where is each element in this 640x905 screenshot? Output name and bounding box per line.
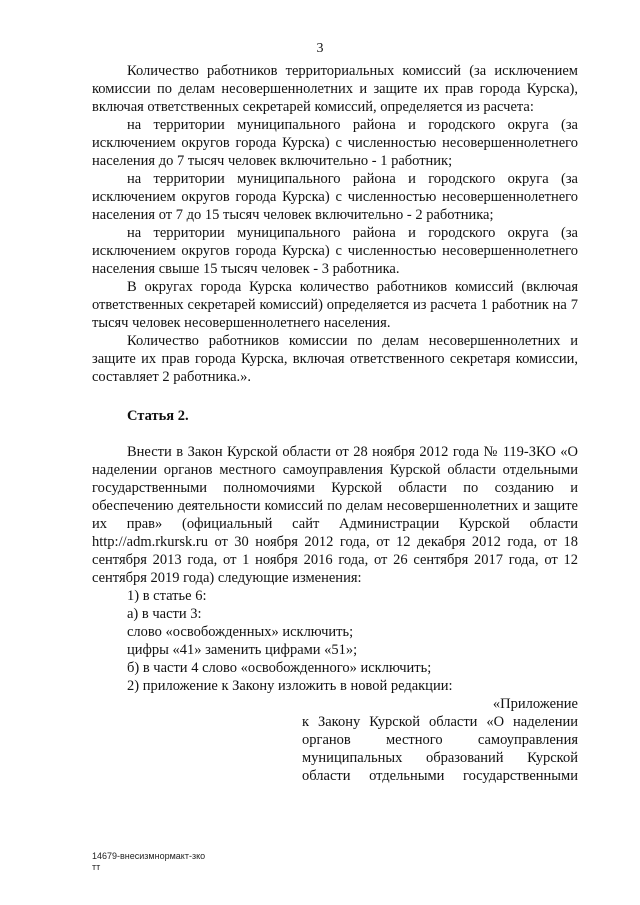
appendix-title: «Приложение bbox=[492, 696, 578, 712]
list-item: слово «освобожденных» исключить; bbox=[127, 624, 354, 640]
paragraph-staff-count: Количество работников территориальных комиссий (за исключением комиссии по делам несовершеннолетних и защите их прав города Курска), включая ответственных секретарей комиссий, определяется из расчета: bbox=[92, 63, 578, 115]
footer-file-code: 14679-внесизмнормакт-зко bbox=[92, 851, 206, 861]
list-item-over-15k: на территории муниципального района и городского округа (за исключением округов города Курска) с численностью несовершеннолетнего населения свыше 15 тысяч человек - 3 работника. bbox=[92, 225, 578, 277]
article-heading: Статья 2. bbox=[127, 408, 189, 424]
list-item-up-to-7k: на территории муниципального района и городского округа (за исключением округов города Курска) с численностью несовершеннолетнего населения до 7 тысяч человек включительно - 1 работник; bbox=[92, 117, 578, 169]
paragraph-amendment: Внести в Закон Курской области от 28 ноября 2012 года № 119-ЗКО «О наделении органов местного самоуправления Курской области отдельными государственными полномочиями Курской области по созданию и обеспечению деятельности комиссий по делам несовершеннолетних и защите их прав» (официальный сайт Администрации Курской области http://adm.rkursk.ru от 30 ноября 2012 года, от 12 декабря 2012 года, от 18 сентября 2013 года, от 1 ноября 2016 года, от 26 сентября 2017 года, от 12 сентября 2019 года) следующие изменения: bbox=[92, 444, 578, 586]
list-item: цифры «41» заменить цифрами «51»; bbox=[127, 642, 358, 658]
appendix-header bbox=[302, 695, 578, 785]
list-item: б) в части 4 слово «освобожденного» исключить; bbox=[127, 660, 432, 676]
document-body bbox=[92, 62, 578, 785]
footer-initials: тт bbox=[92, 862, 101, 872]
footer bbox=[92, 851, 205, 873]
list-item: 2) приложение к Закону изложить в новой редакции: bbox=[127, 678, 453, 694]
appendix-text: к Закону Курской области «О наделении органов местного самоуправления муниципальных образований Курской области отдельными государственными bbox=[302, 714, 578, 784]
paragraph-kursk-districts: В округах города Курска количество работников комиссий (включая ответственных секретарей комиссий) определяется из расчета 1 работник на 7 тысяч человек несовершеннолетнего населения. bbox=[92, 279, 578, 331]
list-item: 1) в статье 6: bbox=[127, 588, 207, 604]
list-item-7-to-15k: на территории муниципального района и городского округа (за исключением округов города Курска) с численностью несовершеннолетнего населения от 7 до 15 тысяч человек включительно - 2 работника; bbox=[92, 171, 578, 223]
list-item: а) в части 3: bbox=[127, 606, 202, 622]
page-number: 3 bbox=[316, 41, 324, 56]
paragraph-kursk-commission: Количество работников комиссии по делам несовершеннолетних и защите их прав города Курска, включая ответственного секретаря комиссии, составляет 2 работника.». bbox=[92, 333, 578, 385]
